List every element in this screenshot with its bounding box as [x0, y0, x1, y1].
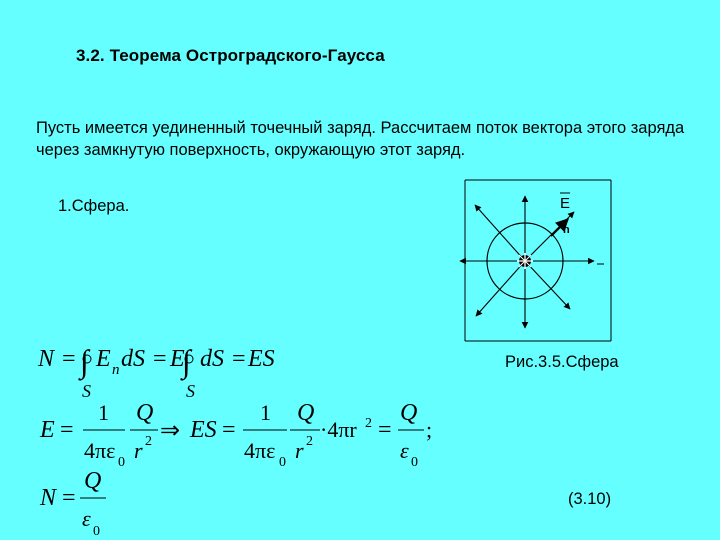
svg-text:E: E [96, 346, 111, 372]
normal-label: n [563, 224, 570, 236]
svg-text:·4πr: ·4πr [320, 417, 357, 442]
equation-number: (3.10) [568, 490, 612, 508]
svg-text:4πε: 4πε [244, 438, 276, 463]
svg-text:∫: ∫ [80, 343, 89, 379]
svg-text:Q: Q [400, 400, 418, 426]
svg-text:=: = [62, 346, 76, 372]
svg-text:N: N [40, 485, 57, 511]
formula-field-strength [39, 400, 432, 470]
svg-text:2: 2 [365, 416, 372, 431]
intro-paragraph: Пусть имеется уединенный точечный заряд. Рассчитаем поток вектора этого заряда через замкнутую поверхность, окружающую этот заряд. [36, 119, 685, 159]
svg-text:n: n [112, 362, 120, 378]
svg-text:r: r [295, 438, 304, 463]
svg-text:0: 0 [118, 455, 125, 470]
svg-text:ES: ES [190, 417, 217, 443]
svg-text:=: = [62, 485, 76, 511]
svg-text:E: E [170, 346, 185, 372]
svg-text:∫: ∫ [182, 343, 191, 379]
field-label: E [560, 195, 571, 212]
svg-text:4πε: 4πε [84, 438, 116, 463]
svg-text:0: 0 [279, 455, 286, 470]
svg-text:dS: dS [121, 346, 145, 372]
svg-text:ε: ε [82, 506, 91, 531]
svg-text:=: = [60, 417, 74, 443]
svg-text:=: = [232, 346, 246, 372]
svg-text:⇒: ⇒ [160, 418, 181, 444]
subheading-sphere: 1.Сфера. [58, 197, 130, 215]
svg-text:ε: ε [400, 438, 409, 463]
svg-text:S: S [82, 381, 91, 401]
formula-flux-result [39, 468, 106, 539]
svg-text:ES: ES [248, 346, 275, 372]
svg-text:E: E [40, 417, 55, 443]
svg-text:1: 1 [260, 400, 271, 425]
svg-text:;: ; [426, 417, 433, 442]
svg-text:0: 0 [93, 524, 100, 539]
svg-text:Q: Q [136, 400, 154, 426]
svg-text:2: 2 [145, 434, 152, 449]
svg-text:N: N [38, 346, 55, 372]
formula-flux-general [37, 343, 275, 401]
svg-text:=: = [222, 417, 236, 443]
svg-text:Q: Q [297, 400, 315, 426]
slide-title: 3.2. Теорема Остроградского-Гаусса [76, 46, 385, 65]
svg-text:dS: dS [200, 346, 224, 372]
svg-text:r: r [134, 438, 143, 463]
svg-text:1: 1 [98, 400, 109, 425]
figure-caption: Рис.3.5.Сфера [505, 353, 619, 371]
svg-text:Q: Q [84, 468, 102, 494]
svg-text:S: S [186, 381, 195, 401]
svg-text:=: = [153, 346, 167, 372]
svg-text:=: = [378, 417, 392, 443]
svg-text:0: 0 [411, 455, 418, 470]
svg-text:2: 2 [306, 434, 313, 449]
